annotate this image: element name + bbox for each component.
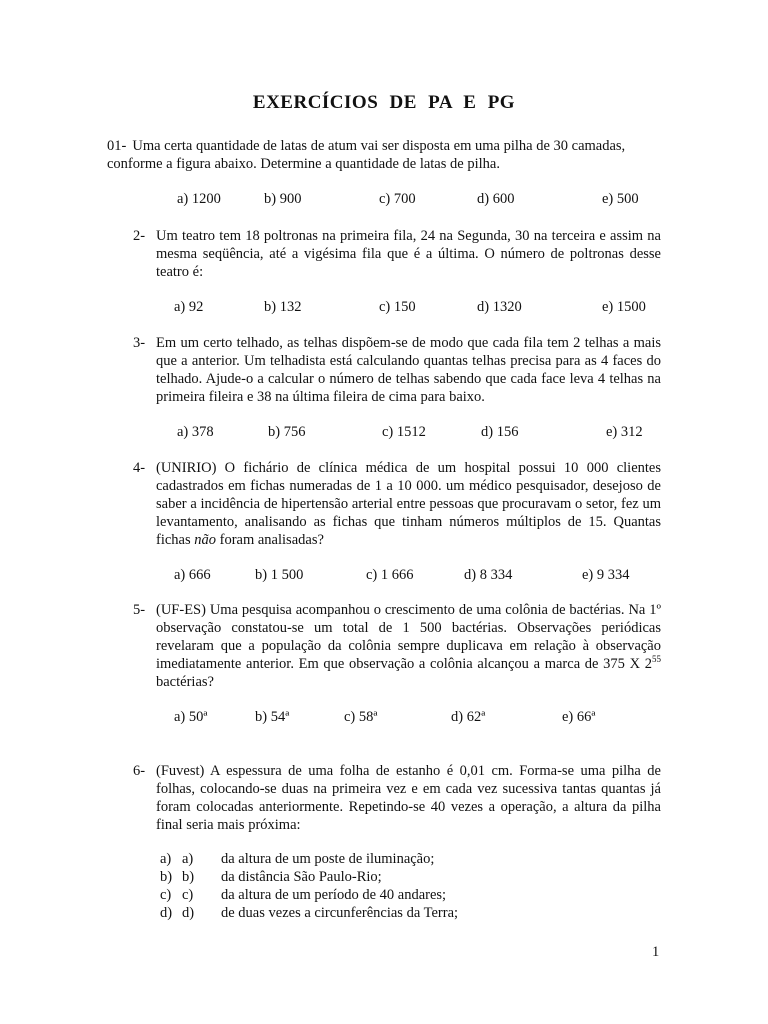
option-d: d) 1320	[477, 299, 522, 315]
option-d: d) 8 334	[464, 567, 513, 583]
option-c: c) 700	[379, 191, 416, 207]
option-e: e) 1500	[602, 299, 646, 315]
option-e: e) 66ª	[562, 709, 596, 725]
question-number: 3-	[133, 335, 146, 351]
option-a: a) 92	[174, 299, 204, 315]
question-text	[156, 459, 661, 549]
option-text: da altura de um período de 40 andares;	[221, 887, 447, 903]
option-b: b) 1 500	[255, 567, 304, 583]
option-a: a) 1200	[177, 191, 221, 207]
question-text	[156, 601, 661, 691]
question-number: 2-	[133, 228, 146, 244]
option-marker: d)	[160, 905, 173, 921]
option-marker: a)	[160, 851, 172, 867]
page-title: EXERCÍCIOS DE PA E PG	[252, 92, 516, 113]
question-1-options	[0, 190, 768, 208]
option-d: d) 600	[477, 191, 515, 207]
list-item	[160, 904, 560, 922]
question-3-options	[0, 423, 768, 441]
option-marker: a)	[182, 851, 194, 867]
question-text-part: (UF-ES) Uma pesquisa acompanhou o crescimento de uma colônia de bactérias. Na 1º observação constatou-se um total de 1 500 bactérias. Observações periódicas revelaram que a população da colônia sempre duplicava em relação à observação imediatamente anterior. Em que observação a colônia alcançou a marca de 375 X 2	[156, 602, 661, 672]
option-b: b) 54ª	[255, 709, 290, 725]
option-marker: c)	[182, 887, 194, 903]
option-text: da distância São Paulo-Rio;	[221, 869, 382, 885]
option-e: e) 9 334	[582, 567, 630, 583]
option-a: a) 50ª	[174, 709, 208, 725]
list-item	[160, 886, 560, 904]
question-text: (Fuvest) A espessura de uma folha de estanho é 0,01 cm. Forma-se uma pilha de folhas, colocando-se duas na primeira vez e em cada vez sucessiva tantas quantas já foram colocadas anteriormente. Repetindo-se 40 vezes a operação, a altura da pilha final seria mais próxima:	[156, 763, 661, 833]
question-3	[133, 334, 661, 406]
option-b: b) 132	[264, 299, 302, 315]
emphasis-text: não	[194, 532, 216, 548]
question-number: 01-	[107, 138, 127, 154]
option-d: d) 62ª	[451, 709, 486, 725]
option-c: c) 1512	[382, 424, 426, 440]
question-number: 6-	[133, 763, 146, 779]
question-text: Uma certa quantidade de latas de atum vai ser disposta em uma pilha de 30 camadas, conforme a figura abaixo. Determine a quantidade de latas de pilha.	[107, 138, 626, 172]
option-e: e) 312	[606, 424, 643, 440]
option-marker: d)	[182, 905, 195, 921]
question-2-options	[0, 298, 768, 316]
list-item	[160, 868, 560, 886]
option-d: d) 156	[481, 424, 519, 440]
question-6	[133, 762, 661, 834]
question-4	[133, 459, 661, 549]
option-text: da altura de um poste de iluminação;	[221, 851, 435, 867]
option-e: e) 500	[602, 191, 639, 207]
question-1	[107, 137, 661, 173]
question-5	[133, 601, 661, 691]
question-number: 4-	[133, 460, 146, 476]
option-marker: b)	[160, 869, 173, 885]
question-text-part: foram analisadas?	[216, 532, 324, 548]
option-marker: b)	[182, 869, 195, 885]
option-text: de duas vezes a circunferências da Terra;	[221, 905, 459, 921]
question-2	[133, 227, 661, 281]
exponent: 55	[652, 654, 661, 665]
option-marker: c)	[160, 887, 172, 903]
question-4-options	[0, 566, 768, 584]
option-c: c) 1 666	[366, 567, 414, 583]
question-text-part: (UNIRIO) O fichário de clínica médica de um hospital possui 10 000 clientes cadastrados em fichas numeradas de 1 a 10 000. um médico pesquisador, desejoso de saber a incidência de hipertensão arterial entre pessoas que procuravam o setor, fez um levantamento, analisando as fichas que tinham números múltiplos de 15. Quantas fichas	[156, 460, 661, 548]
question-5-options	[0, 708, 768, 726]
question-number: 5-	[133, 602, 146, 618]
page-number: 1	[652, 944, 660, 960]
option-c: c) 150	[379, 299, 416, 315]
question-text-part: bactérias?	[156, 674, 214, 690]
question-text: Um teatro tem 18 poltronas na primeira fila, 24 na Segunda, 30 na terceira e assim na mesma seqüência, até a vigésima fila que é a última. O número de poltronas desse teatro é:	[156, 228, 661, 280]
option-b: b) 900	[264, 191, 302, 207]
option-c: c) 58ª	[344, 709, 378, 725]
question-text: Em um certo telhado, as telhas dispõem-se de modo que cada fila tem 2 telhas a mais que a anterior. Um telhadista está calculando quantas telhas precisa para as 4 faces do telhado. Ajude-o a calcular o número de telhas sabendo que cada face leva 4 telhas na primeira fileira e 38 na última fileira de cima para baixo.	[156, 335, 661, 405]
option-b: b) 756	[268, 424, 306, 440]
option-a: a) 378	[177, 424, 214, 440]
option-a: a) 666	[174, 567, 211, 583]
list-item	[160, 850, 560, 868]
question-6-options	[160, 850, 560, 922]
